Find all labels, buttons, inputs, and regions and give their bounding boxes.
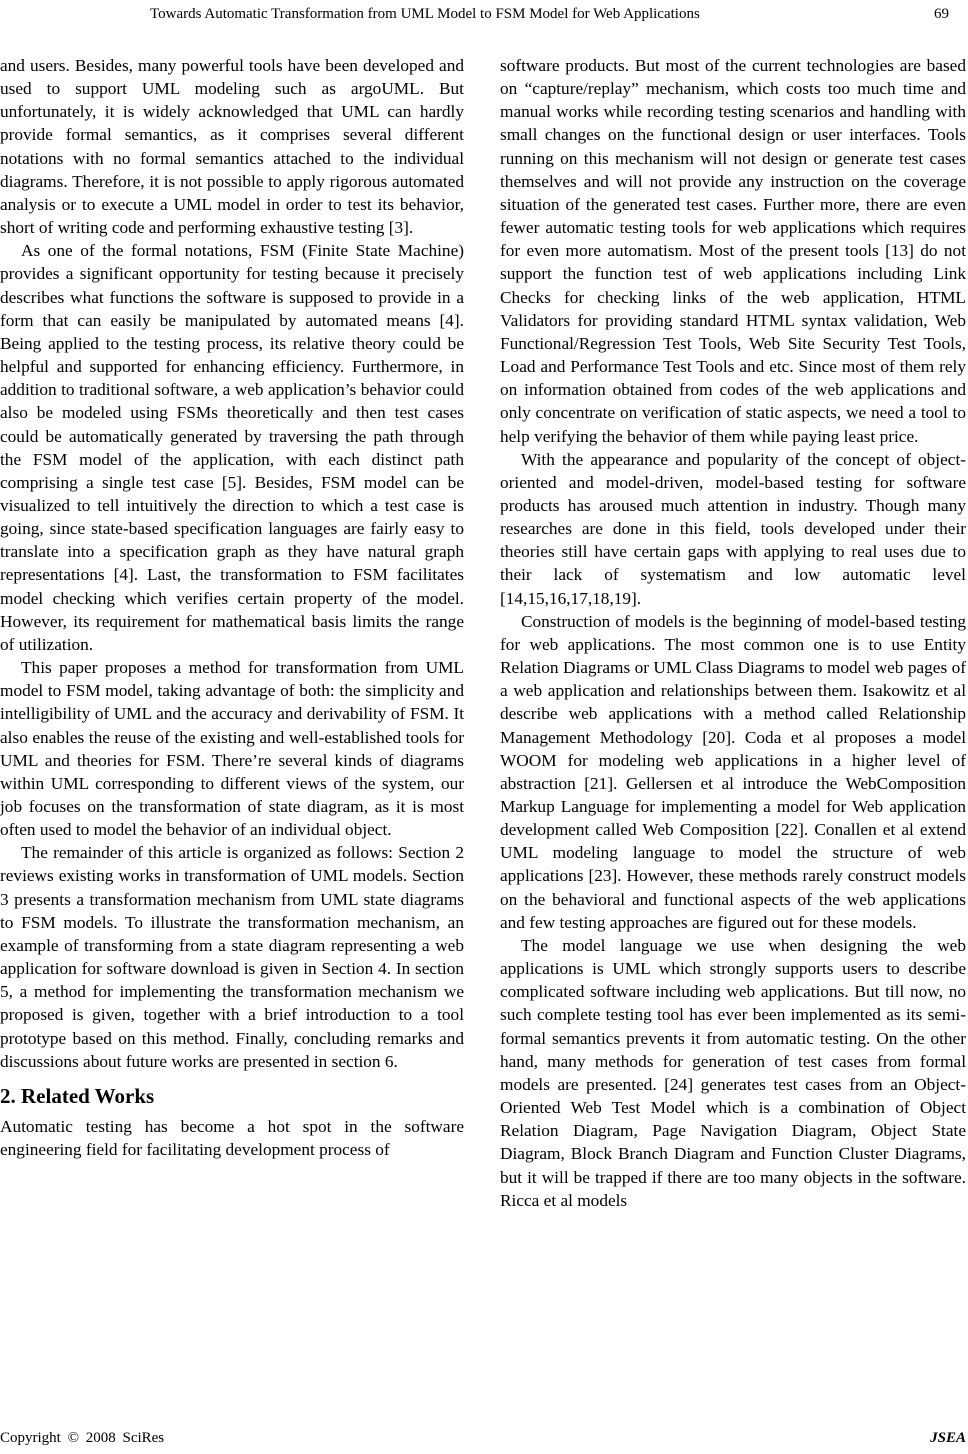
page-header: [0, 0, 968, 32]
paragraph: The remainder of this article is organized as follows: Section 2 reviews existing works in transformation of UML models. Section 3 presents a transformation mechanism from UML state diagrams to FSM models. To illustrate the transformation mechanism, an example of transforming from a state diagram representing a web application for software download is given in Section 4. In section 5, a method for implementing the transformation mechanism we proposed is given, together with a brief introduction to a tool prototype based on this method. Finally, concluding remarks and discussions about future works are presented in section 6.: [0, 843, 464, 1071]
paragraph: software products. But most of the current technologies are based on “capture/replay” mechanism, which costs too much time and manual works while recording testing scenarios and handling with small changes on the functional design or user interfaces. Tools running on this mechanism will not design or generate test cases themselves and will not provide any instruction on the coverage situation of the generated test cases. Further more, there are even fewer automatic testing tools for web applications which requires for even more automatism. Most of the present tools [13] do not support the function test of web applications including Link Checks for checking links of the web application, HTML Validators for providing standard HTML syntax validation, Web Functional/Regression Test Tools, Web Site Security Test Tools, Load and Performance Test Tools and etc. Since most of them rely on information obtained from codes of the web applications and only concentrate on verification of static aspects, we need a tool to help verifying the behavior of them while paying least price.: [500, 56, 966, 446]
paragraph: As one of the formal notations, FSM (Finite State Machine) provides a significant opportunity for testing because it precisely describes what functions the software is supposed to provide in a form that can easily be manipulated by automated means [4]. Being applied to the testing process, its relative theory could be helpful and supported for enhancing efficiency. Furthermore, in addition to traditional software, a web application’s behavior could also be modeled using FSMs theoretically and then test cases could be automatically generated by traversing the path through the FSM model of the application, with each distinct path comprising a single test case [5]. Besides, FSM model can be visualized to tell intuitively the direction to which a test case is going, since state-based specification languages are fairly easy to translate into a specification graph as they have natural graph representations [4]. Last, the transformation to FSM facilitates model checking which verifies certain property of the model. However, its requirement for mathematical basis limits the range of utilization.: [0, 241, 464, 654]
paragraph: Construction of models is the beginning of model-based testing for web applications. The most common one is to use Entity Relation Diagrams or UML Class Diagrams to model web pages of a web application and relationships between them. Isakowitz et al describe web applications with a method called Relationship Management Methodology [20]. Coda et al proposes a model WOOM for modeling web applications in a higher level of abstraction [21]. Gellersen et al introduce the WebComposition Markup Language for implementing a model for Web application development called Web Composition [22]. Conallen et al extend UML modeling language to model the structure of web applications [23]. However, these methods rarely construct models on the behavioral and functional aspects of the web applications and few testing approaches are figured out for these models.: [500, 611, 966, 932]
paragraph: With the appearance and popularity of the concept of object-oriented and model-driven, model-based testing for software products has aroused much attention in industry. Though many researches are done in this field, tools developed under their theories still have certain gaps with applying to real uses due to their lack of systematism and low automatic level [14,15,16,17,18,19].: [500, 449, 966, 608]
paragraph: The model language we use when designing the web applications is UML which strongly supports users to describe complicated software including web applications. But till now, no such complete testing tool has ever been implemented as its semi-formal semantics prevents it from automatic testing. On the other hand, many methods for generation of test cases from formal models are presented. [24] generates test cases from an Object-Oriented Web Test Model which is a combination of Object Relation Diagram, Page Navigation Diagram, Object State Diagram, Block Branch Diagram and Function Cluster Diagrams, but it will be trapped if there are too many objects in the software. Ricca et al models: [500, 935, 966, 1210]
copyright-notice: Copyright © 2008 SciRes: [0, 1430, 165, 1446]
right-column: [500, 54, 966, 1212]
paragraph: This paper proposes a method for transformation from UML model to FSM model, taking advantage of both: the simplicity and intelligibility of UML and the accuracy and derivability of FSM. It also enables the reuse of the existing and well-established tools for UML and theories for FSM. There’re several kinds of diagrams within UML corresponding to different views of the system, our job focuses on the transformation of state diagram, as it is most often used to model the behavior of an individual object.: [0, 658, 464, 840]
left-column: [0, 54, 464, 1161]
running-title: Towards Automatic Transformation from UML Model to FSM Model for Web Applications: [150, 6, 700, 22]
section-heading: 2. Related Works: [0, 1083, 155, 1108]
paragraph: Automatic testing has become a hot spot in the software engineering field for facilitating development process of: [0, 1116, 464, 1160]
page-footer: [0, 1428, 966, 1450]
page-number: 69: [934, 6, 949, 22]
paragraph: and users. Besides, many powerful tools have been developed and used to support UML modeling such as argoUML. But unfortunately, it is widely acknowledged that UML can hardly provide formal semantics, as it comprises several different notations with no formal semantics attached to the individual diagrams. Therefore, it is not possible to apply rigorous automated analysis or to execute a UML model in order to test its behavior, short of writing code and performing exhaustive testing [3].: [0, 56, 464, 238]
journal-abbreviation: JSEA: [930, 1430, 966, 1446]
